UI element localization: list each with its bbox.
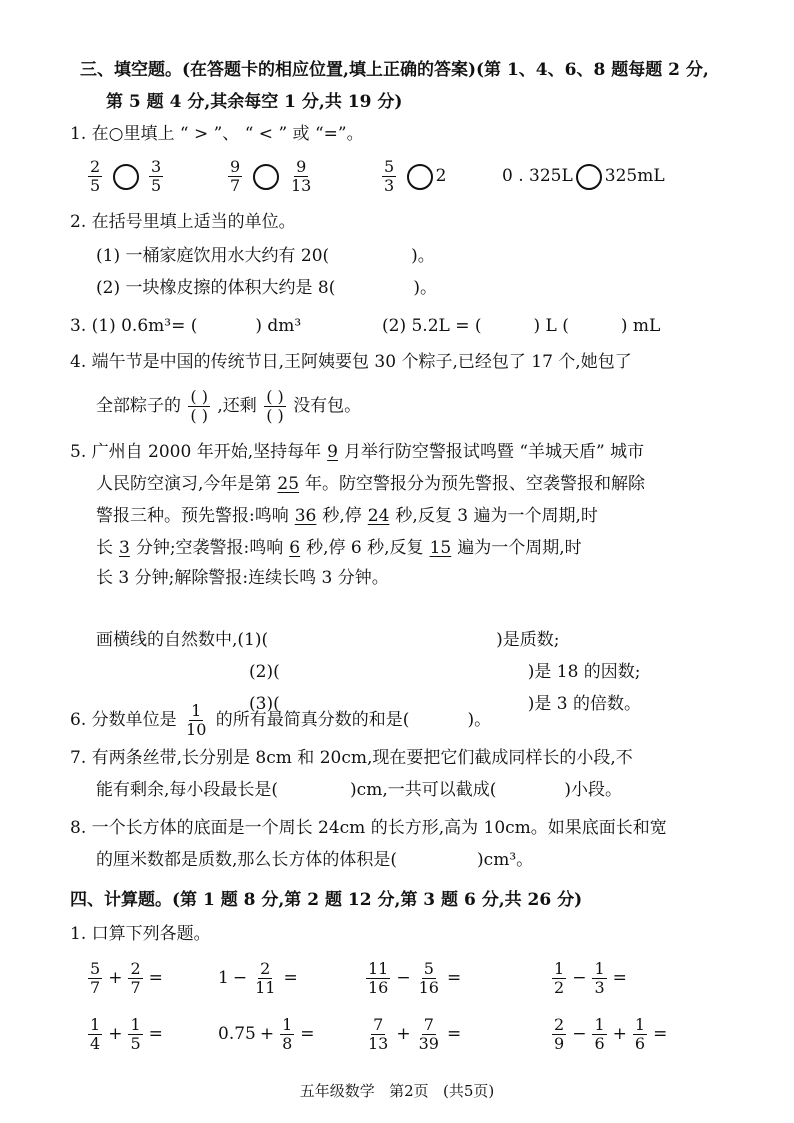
calc-item: $\frac{11}{16}$ − $\frac{5}{16}$ =: [368, 959, 462, 997]
q5-sub3: (3)( )是 3 的倍数。: [249, 694, 641, 714]
calc-item: $\frac{1}{2}$ − $\frac{1}{3}$ =: [554, 959, 627, 997]
fraction: $\frac{3}{5}$: [151, 157, 162, 195]
section3-title-line1: 三、填空题。(在答题卡的相应位置,填上正确的答案)(第 1、4、6、8 题每题 2 分,: [80, 60, 709, 80]
q8-line2: 的厘米数都是质数,那么长方体的体积是( )cm³。: [96, 850, 534, 870]
fraction: $\frac{2}{5}$: [90, 157, 101, 195]
q4-line1: 4. 端午节是中国的传统节日,王阿姨要包 30 个粽子,已经包了 17 个,她包了: [70, 352, 632, 372]
q5-line2: 人民防空演习,今年是第 25 年。防空警报分为预先警报、空袭警报和解除: [96, 474, 646, 494]
compare-circle[interactable]: [253, 164, 279, 190]
calc-item: $\frac{7}{13}$ + $\frac{7}{39}$ =: [368, 1015, 462, 1053]
calc-item: $\frac{2}{9}$ − $\frac{1}{6}$ + $\frac{1}{6}$ =: [554, 1015, 668, 1053]
fraction-blank[interactable]: ( ) ( ): [266, 387, 284, 425]
q5-sub1: 画横线的自然数中,(1)( )是质数;: [96, 630, 560, 650]
compare-circle[interactable]: [407, 164, 433, 190]
calc-item: $\frac{1}{4}$ + $\frac{1}{5}$ =: [90, 1015, 163, 1053]
q1-item-1: [86, 156, 165, 196]
section4-title: 四、计算题。(第 1 题 8 分,第 2 题 12 分,第 3 题 6 分,共 26 分): [70, 890, 583, 910]
fraction-blank[interactable]: ( ) ( ): [190, 387, 208, 425]
fraction: $\frac{9}{7}$: [230, 157, 241, 195]
q1-item-3: $\frac{5}{3}$ 2: [384, 157, 447, 195]
footer-total: (共5页): [442, 1082, 495, 1100]
q2-part1: (1) 一桶家庭饮用水大约有 20( )。: [96, 246, 435, 266]
q2-text: 2. 在括号里填上适当的单位。: [70, 212, 296, 232]
q6-text: 6. 分数单位是 $\frac{1}{10}$ 的所有最简真分数的和是( )。: [70, 701, 492, 739]
q1-item-2: [226, 156, 315, 196]
fraction: $\frac{5}{3}$: [384, 157, 395, 195]
calc-item: 0.75 + $\frac{1}{8}$ =: [218, 1015, 315, 1053]
section4-q1-text: 1. 口算下列各题。: [70, 924, 211, 944]
calc-item: $\frac{5}{7}$ + $\frac{2}{7}$ =: [90, 959, 163, 997]
q7-line1: 7. 有两条丝带,长分别是 8cm 和 20cm,现在要把它们截成同样长的小段,不: [70, 748, 633, 768]
q5-line1: 5. 广州自 2000 年开始,坚持每年 9 月举行防空警报试鸣暨 “羊城天盾” 城市: [70, 442, 645, 462]
section3-title-line2: 第 5 题 4 分,其余每空 1 分,共 19 分): [106, 92, 403, 112]
calc-item: 1 − $\frac{2}{11}$ =: [218, 959, 298, 997]
q5-line4: 长 3 分钟;空袭警报:鸣响 6 秒,停 6 秒,反复 15 遍为一个周期,时: [96, 538, 582, 558]
compare-circle[interactable]: [113, 164, 139, 190]
footer-page: 第2页: [389, 1082, 429, 1100]
q8-line1: 8. 一个长方体的底面是一个周长 24cm 的长方形,高为 10cm。如果底面长和宽: [70, 818, 667, 838]
fraction: $\frac{9}{13}$: [291, 157, 312, 195]
page-footer: [0, 1080, 794, 1101]
q5-line3: 警报三种。预先警报:鸣响 36 秒,停 24 秒,反复 3 遍为一个周期,时: [96, 506, 598, 526]
q7-line2: 能有剩余,每小段最长是( )cm,一共可以截成( )小段。: [96, 780, 622, 800]
q2-part2: (2) 一块橡皮擦的体积大约是 8( )。: [96, 278, 437, 298]
fraction: $\frac{1}{10}$: [186, 701, 207, 739]
q5-sub2: (2)( )是 18 的因数;: [249, 662, 641, 682]
q5-line5: 长 3 分钟;解除警报:连续长鸣 3 分钟。: [96, 568, 389, 588]
compare-circle[interactable]: [576, 164, 602, 190]
q1-text: 1. 在○里填上 “ > ”、 “ < ” 或 “=”。: [70, 124, 364, 144]
footer-subject: 五年级数学: [299, 1082, 375, 1100]
q3-part1: 3. (1) 0.6m³= ( ) dm³: [70, 316, 302, 336]
q4-line2: 全部粽子的 ( ) ( ) ,还剩 ( ) ( ) 没有包。: [96, 387, 362, 425]
q1-item-4: 0 . 325L 325mL: [502, 156, 665, 196]
q3-part2: (2) 5.2L = ( ) L ( ) mL: [382, 316, 661, 336]
